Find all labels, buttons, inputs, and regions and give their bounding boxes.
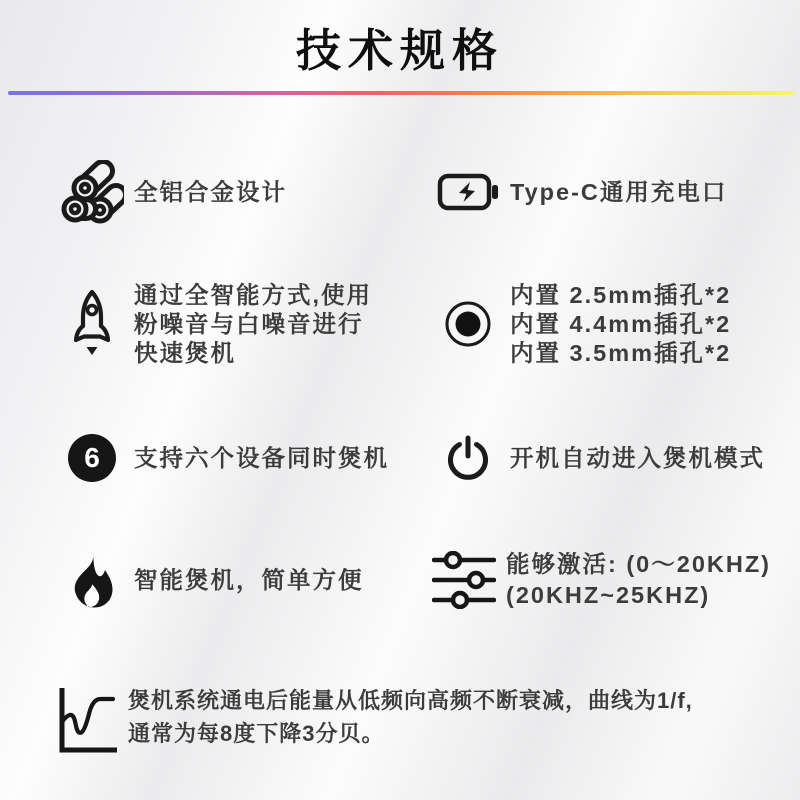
page-title: 技术规格 [295, 25, 504, 76]
badge-number: 6 [68, 434, 116, 482]
text-line: 煲机系统通电后能量从低频向高频不断衰减，曲线为1/f, [128, 688, 693, 713]
text-line: 快速煲机 [134, 339, 236, 366]
text-line: 全铝合金设计 [134, 178, 287, 205]
text-line: 智能煲机，简单方便 [134, 566, 364, 593]
feature-text [510, 444, 765, 473]
text-line: 支持六个设备同时煲机 [134, 444, 389, 471]
feature-text [510, 178, 727, 207]
battery-icon [434, 169, 502, 215]
feature-freq-range [430, 548, 771, 612]
feature-text [134, 178, 287, 207]
text-line: (20KHZ~25KHZ) [506, 582, 711, 608]
feature-builtin-jacks [434, 278, 731, 370]
feature-text [134, 281, 372, 368]
text-line: 内置 4.4mm插孔*2 [510, 310, 732, 337]
text-line: 能够激活: (0～20KHZ) [506, 551, 772, 577]
text-line: 通过全智能方式,使用 [134, 281, 373, 308]
gradient-divider [8, 91, 794, 95]
feature-text [506, 549, 771, 611]
feature-six-devices [58, 430, 389, 486]
power-icon [434, 434, 502, 482]
text-line: 粉噪音与白噪音进行 [134, 310, 364, 337]
text-line: 开机自动进入煲机模式 [510, 444, 765, 471]
cylinders-icon [58, 160, 126, 224]
feature-burnin-method [58, 278, 372, 370]
feature-smart-simple [58, 550, 364, 610]
jack-icon [434, 300, 502, 348]
curve-chart-icon [52, 678, 120, 756]
feature-type-c-port [434, 158, 727, 226]
feature-energy-curve [52, 680, 693, 754]
feature-text [134, 444, 389, 473]
six-badge-icon [58, 434, 126, 482]
flame-icon [58, 551, 126, 609]
text-line: 内置 2.5mm插孔*2 [510, 281, 732, 308]
feature-text [134, 566, 364, 595]
feature-text [510, 281, 731, 368]
text-line: 通常为每8度下降3分贝。 [128, 721, 385, 746]
feature-aluminum-body [58, 158, 287, 226]
text-line: Type-C通用充电口 [510, 178, 728, 205]
text-line: 内置 3.5mm插孔*2 [510, 339, 732, 366]
rocket-icon [58, 288, 126, 360]
feature-auto-burnin [434, 430, 765, 486]
sliders-icon [430, 551, 498, 609]
feature-text [128, 684, 693, 750]
